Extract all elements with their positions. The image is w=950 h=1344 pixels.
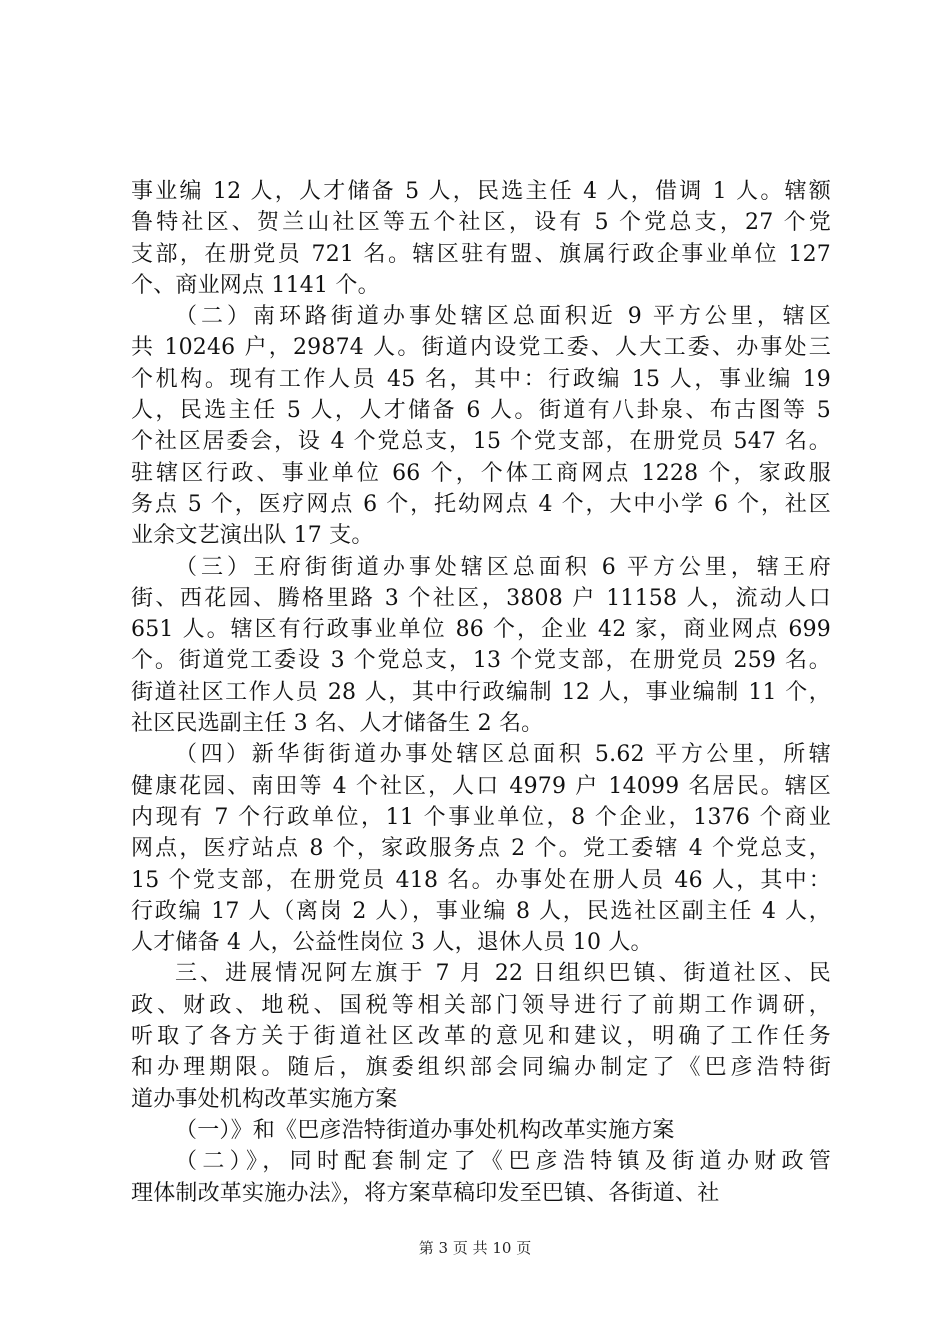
paragraph-intro-tail [131, 176, 831, 301]
text-line: 道办事处机构改革实施方案 [131, 1086, 398, 1112]
text-line: 651 人。辖区有行政事业单位 86 个，企业 42 家，商业网点 699 [131, 617, 831, 643]
text-line: 街、西花园、腾格里路 3 个社区，3808 户 11158 人，流动人口 [131, 585, 831, 611]
paragraph-section-2 [131, 301, 831, 551]
text-line: 业余文艺演出队 17 支。 [131, 523, 374, 549]
text-line: 共 10246 户，29874 人。街道内设党工委、人大工委、办事处三 [131, 335, 831, 361]
text-line: 和办理期限。随后，旗委组织部会同编办制定了《巴彦浩特街 [131, 1055, 831, 1081]
text-line: 个机构。现有工作人员 45 名，其中：行政编 15 人，事业编 19 [131, 366, 831, 392]
text-line: 鲁特社区、贺兰山社区等五个社区，设有 5 个党总支，27 个党 [131, 210, 831, 236]
text-line: （二）》，同时配套制定了《巴彦浩特镇及街道办财政管 [175, 1149, 831, 1175]
text-line: 听取了各方关于街道社区改革的意见和建议，明确了工作任务 [131, 1024, 831, 1050]
text-line: 支部，在册党员 721 名。辖区驻有盟、旗属行政企事业单位 127 [131, 241, 831, 267]
text-line: 理体制改革实施办法》，将方案草稿印发至巴镇、各街道、社 [131, 1180, 720, 1206]
document-body [131, 176, 831, 1209]
page-footer: 第 3 页 共 10 页 [418, 1239, 532, 1257]
paragraph-section-4 [131, 739, 831, 958]
text-line: 网点，医疗站点 8 个，家政服务点 2 个。党工委辖 4 个党总支， [131, 836, 831, 862]
text-line: 政、财政、地税、国税等相关部门领导进行了前期工作调研， [131, 992, 831, 1018]
text-line: 社区民选副主任 3 名、人才储备生 2 名。 [131, 711, 544, 737]
text-line: 行政编 17 人（离岗 2 人），事业编 8 人，民选社区副主任 4 人， [131, 898, 831, 924]
text-line: 个、商业网点 1141 个。 [131, 272, 380, 298]
text-line: 人才储备 4 人，公益性岗位 3 人，退休人员 10 人。 [131, 930, 653, 956]
text-line: （一）》和《巴彦浩特街道办事处机构改革实施方案 [175, 1117, 675, 1143]
text-line: 事业编 12 人，人才储备 5 人，民选主任 4 人，借调 1 人。辖额 [131, 179, 831, 204]
text-line: 人，民选主任 5 人，人才储备 6 人。街道有八卦泉、布古图等 5 [131, 398, 831, 424]
text-line: 个社区居委会，设 4 个党总支，15 个党支部，在册党员 547 名。 [131, 429, 831, 455]
text-line: 15 个党支部，在册党员 418 名。办事处在册人员 46 人，其中： [131, 867, 831, 893]
text-line: （三）王府街街道办事处辖区总面积 6 平方公里，辖王府 [175, 554, 831, 580]
text-line: 内现有 7 个行政单位，11 个事业单位，8 个企业，1376 个商业 [131, 804, 831, 830]
text-line: 个。街道党工委设 3 个党总支，13 个党支部，在册党员 259 名。 [131, 648, 831, 674]
text-line: 街道社区工作人员 28 人，其中行政编制 12 人，事业编制 11 个， [131, 679, 831, 705]
text-line: （二）南环路街道办事处辖区总面积近 9 平方公里，辖区 [175, 304, 831, 330]
text-line: 驻辖区行政、事业单位 66 个，个体工商网点 1228 个，家政服 [131, 460, 831, 486]
text-line: （四）新华街街道办事处辖区总面积 5.62 平方公里，所辖 [175, 742, 831, 768]
paragraph-plan-2 [131, 1146, 831, 1209]
paragraph-progress [131, 958, 831, 1114]
text-line: 三、进展情况阿左旗于 7 月 22 日组织巴镇、街道社区、民 [175, 961, 831, 987]
text-line: 务点 5 个，医疗网点 6 个，托幼网点 4 个，大中小学 6 个，社区 [131, 491, 831, 517]
paragraph-section-3 [131, 552, 831, 740]
paragraph-plan-1 [131, 1115, 831, 1146]
text-line: 健康花园、南田等 4 个社区，人口 4979 户 14099 名居民。辖区 [131, 773, 831, 799]
